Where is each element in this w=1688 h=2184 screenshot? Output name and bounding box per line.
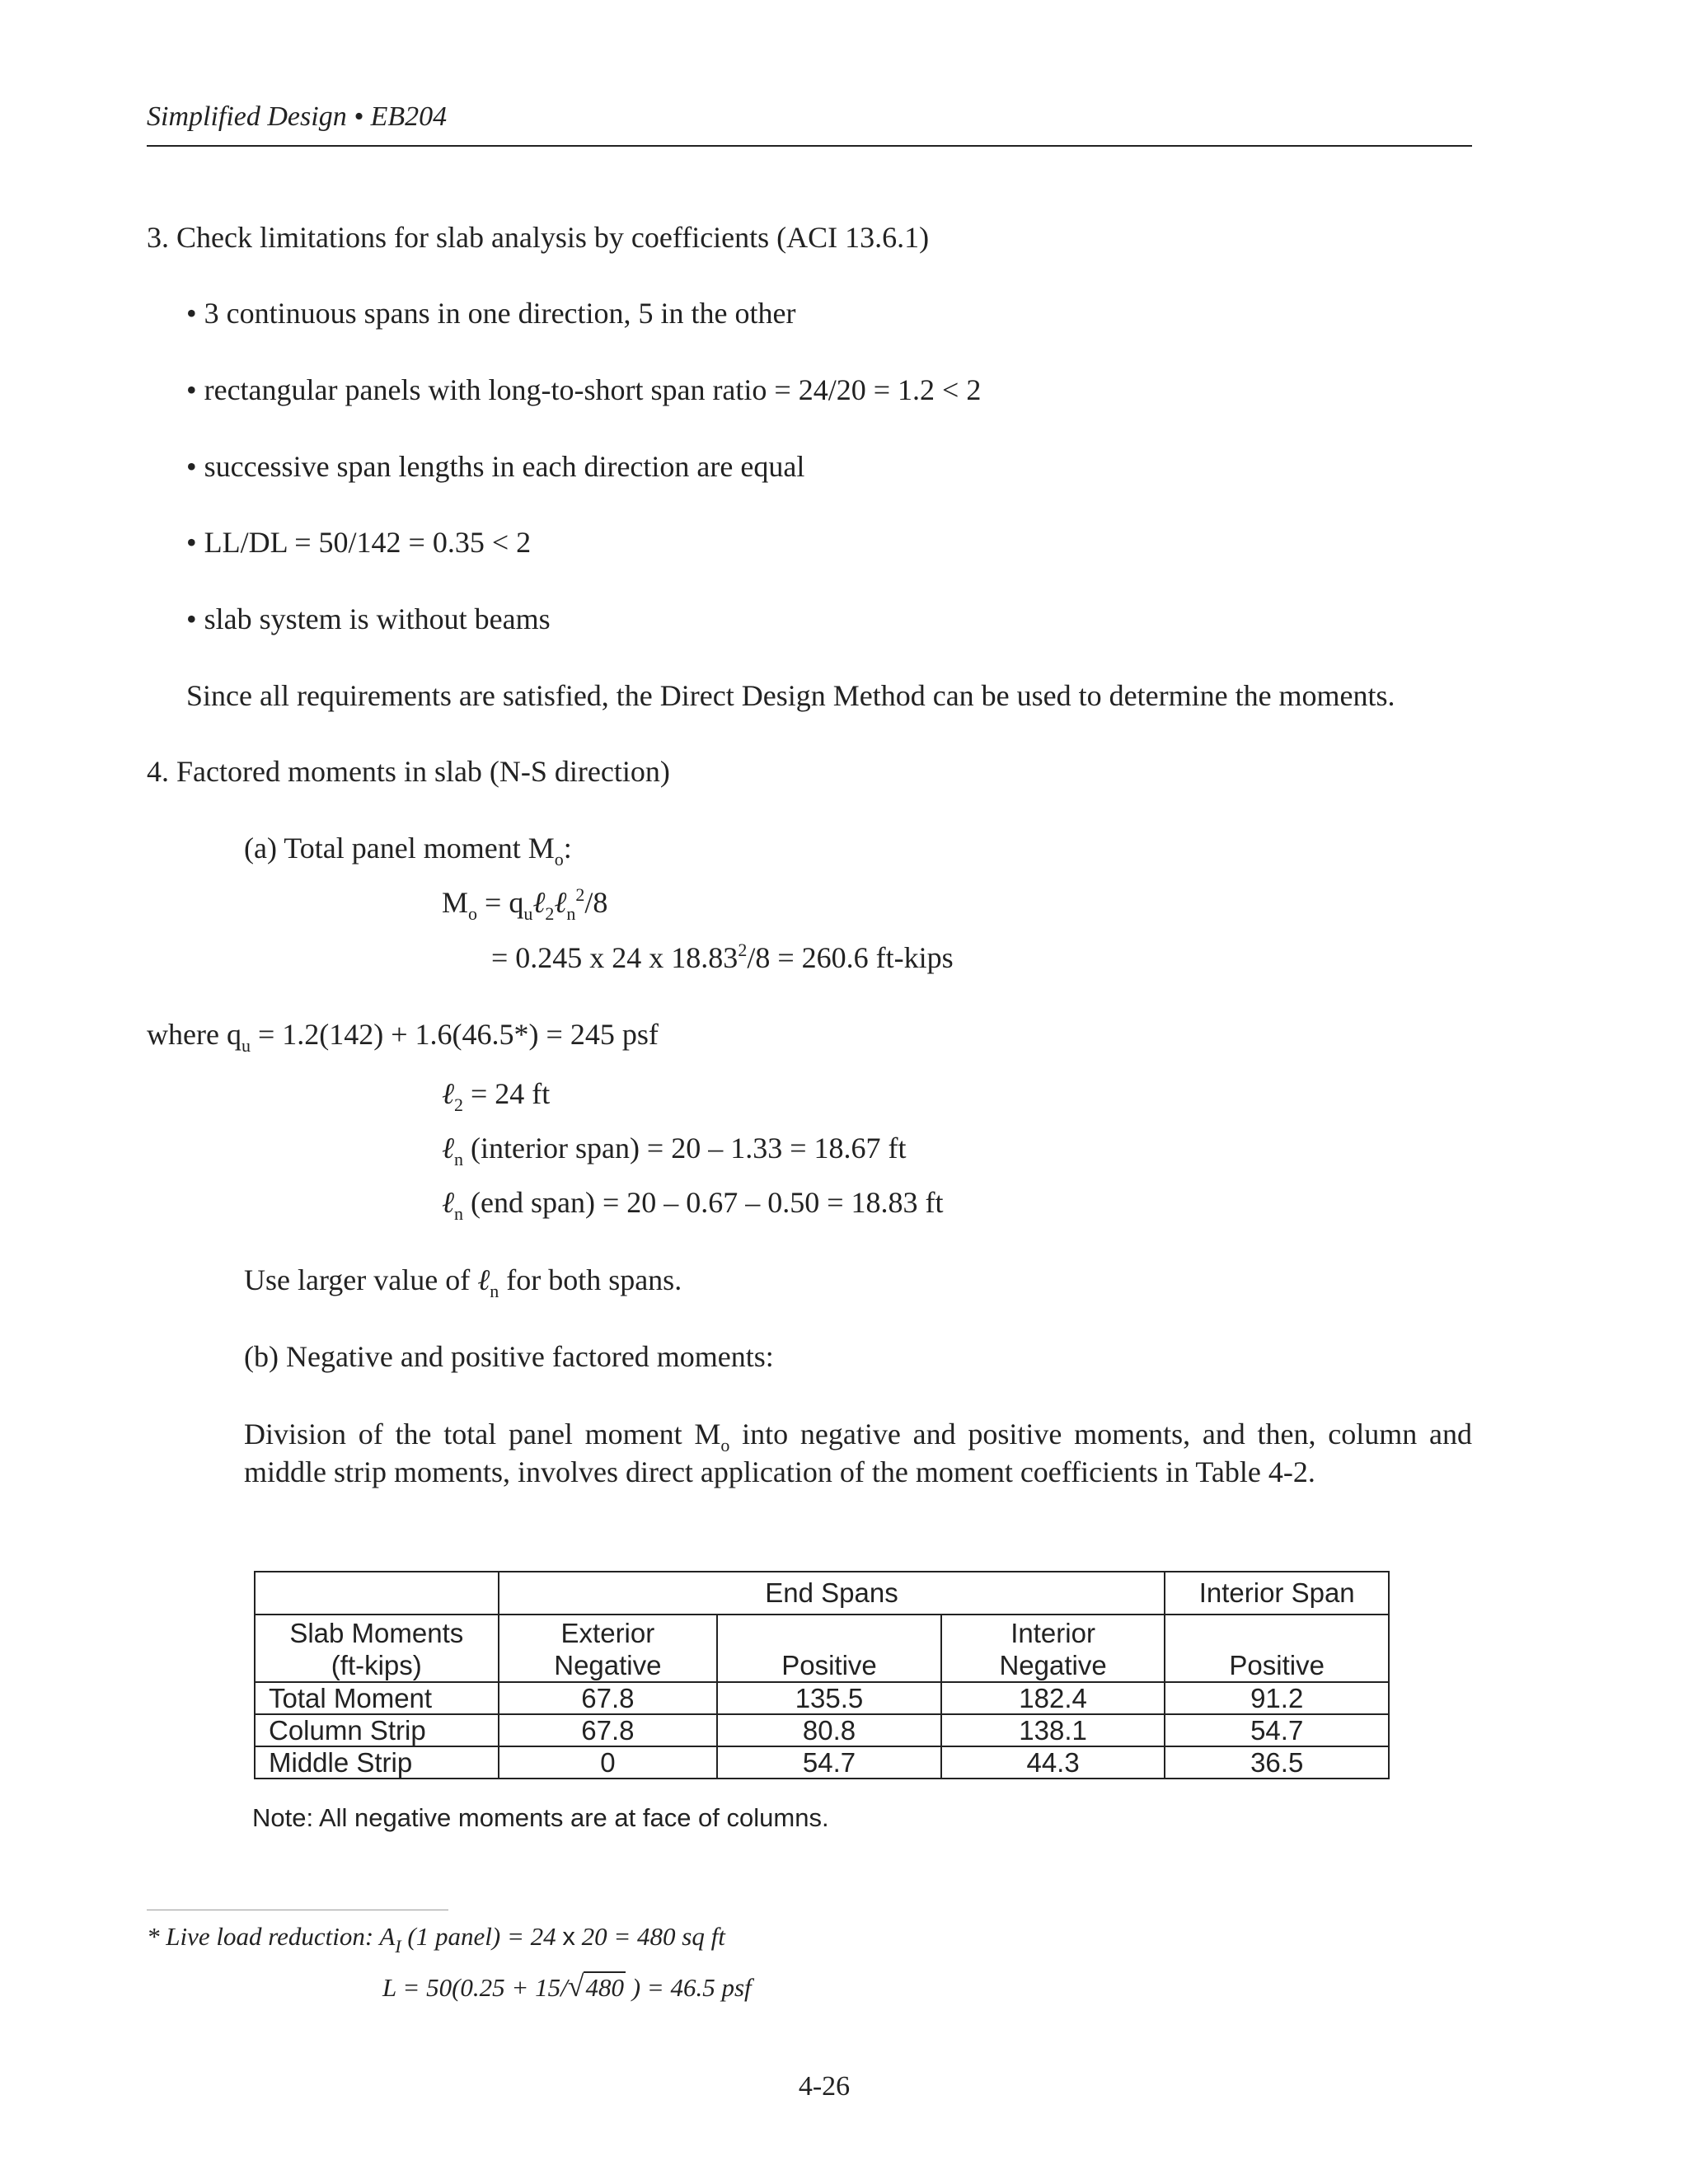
ln-interior-definition: ℓ$_n$ (interior span) = 20 – 1.33 = 18.67 ft bbox=[442, 1132, 907, 1169]
page-number: 4-26 bbox=[798, 2071, 851, 2102]
running-header: Simplified Design • EB204 bbox=[147, 101, 448, 132]
table-row bbox=[255, 1682, 1389, 1714]
interior-positive-header: Positive bbox=[1165, 1615, 1389, 1682]
table-group-header-row bbox=[255, 1572, 1389, 1615]
slab-moments-header: Slab Moments (ft-kips) bbox=[255, 1615, 499, 1682]
moment-table bbox=[254, 1571, 1390, 1779]
mo-result: = 0.245 x 24 x $18.83^2/8 = 260.6$ ft-kips bbox=[491, 940, 954, 974]
bullet-item: • rectangular panels with long-to-short span ratio = 24/20 = 1.2 < 2 bbox=[186, 373, 982, 406]
table-cell: 138.1 bbox=[941, 1714, 1165, 1746]
table-cell: 80.8 bbox=[717, 1714, 941, 1746]
part-b-paragraph-line1: Division of the total panel moment $M_o$ into negative and positive moments, and then, column and bbox=[244, 1418, 1472, 1455]
table-note: Note: All negative moments are at face of columns. bbox=[252, 1803, 829, 1832]
bullet-item: • 3 continuous spans in one direction, 5 in the other bbox=[186, 297, 796, 330]
table-corner-cell bbox=[255, 1572, 499, 1615]
where-qu: where $q_u = 1.2(142) + 1.6(46.5*) = 245$ psf bbox=[147, 1018, 659, 1056]
part-a-label: (a) Total panel moment $M_o$: bbox=[244, 832, 572, 869]
table-cell: 36.5 bbox=[1165, 1746, 1389, 1779]
footnote-line2: L = 50(0.25 + 15/√480 ) = 46.5 psf bbox=[382, 1970, 752, 2003]
table-cell: 54.7 bbox=[1165, 1714, 1389, 1746]
mo-equation: $M_o$ = $q_u\ell_2\ell_n^2/8$ bbox=[442, 884, 608, 924]
section-3-conclusion: Since all requirements are satisfied, the Direct Design Method can be used to determine the moments. bbox=[186, 679, 1395, 712]
section-4-heading: 4. Factored moments in slab (N-S direction) bbox=[147, 755, 670, 788]
bullet-item: • successive span lengths in each direction are equal bbox=[186, 450, 805, 483]
table-cell: 67.8 bbox=[499, 1682, 718, 1714]
table-cell: 182.4 bbox=[941, 1682, 1165, 1714]
part-b-label: (b) Negative and positive factored moments: bbox=[244, 1340, 774, 1373]
table-cell: 44.3 bbox=[941, 1746, 1165, 1779]
end-positive-header: Positive bbox=[717, 1615, 941, 1682]
end-spans-header: End Spans bbox=[499, 1572, 1165, 1615]
table-cell: 54.7 bbox=[717, 1746, 941, 1779]
use-larger-note: Use larger value of ℓ$_n$ for both spans. bbox=[244, 1263, 682, 1301]
part-b-paragraph-line2: middle strip moments, involves direct application of the moment coefficients in Table 4-2. bbox=[244, 1455, 1315, 1488]
footnote-line1: * Live load reduction: $A_I$ (1 panel) = 24 x 20 = 480 sq ft bbox=[147, 1922, 725, 1957]
table-cell: 0 bbox=[499, 1746, 718, 1779]
l2-definition: ℓ$_2$ = 24 ft bbox=[442, 1077, 551, 1115]
section-3-heading: 3. Check limitations for slab analysis by coefficients (ACI 13.6.1) bbox=[147, 221, 930, 254]
header-rule bbox=[147, 145, 1472, 147]
table-cell: 135.5 bbox=[717, 1682, 941, 1714]
bullet-item: • LL/DL = 50/142 = 0.35 < 2 bbox=[186, 526, 532, 559]
table-cell: 67.8 bbox=[499, 1714, 718, 1746]
table-cell: 91.2 bbox=[1165, 1682, 1389, 1714]
table-column-header-row bbox=[255, 1615, 1389, 1682]
bullet-item: • slab system is without beams bbox=[186, 602, 551, 635]
interior-negative-header: Interior Negative bbox=[941, 1615, 1165, 1682]
interior-span-header: Interior Span bbox=[1165, 1572, 1389, 1615]
row-label: Total Moment bbox=[255, 1682, 499, 1714]
ln-end-definition: ℓ$_n$ (end span) = 20 – 0.67 – 0.50 = 18.83 ft bbox=[442, 1186, 944, 1224]
row-label: Column Strip bbox=[255, 1714, 499, 1746]
table-row bbox=[255, 1714, 1389, 1746]
table-row bbox=[255, 1746, 1389, 1779]
row-label: Middle Strip bbox=[255, 1746, 499, 1779]
exterior-negative-header: Exterior Negative bbox=[499, 1615, 718, 1682]
